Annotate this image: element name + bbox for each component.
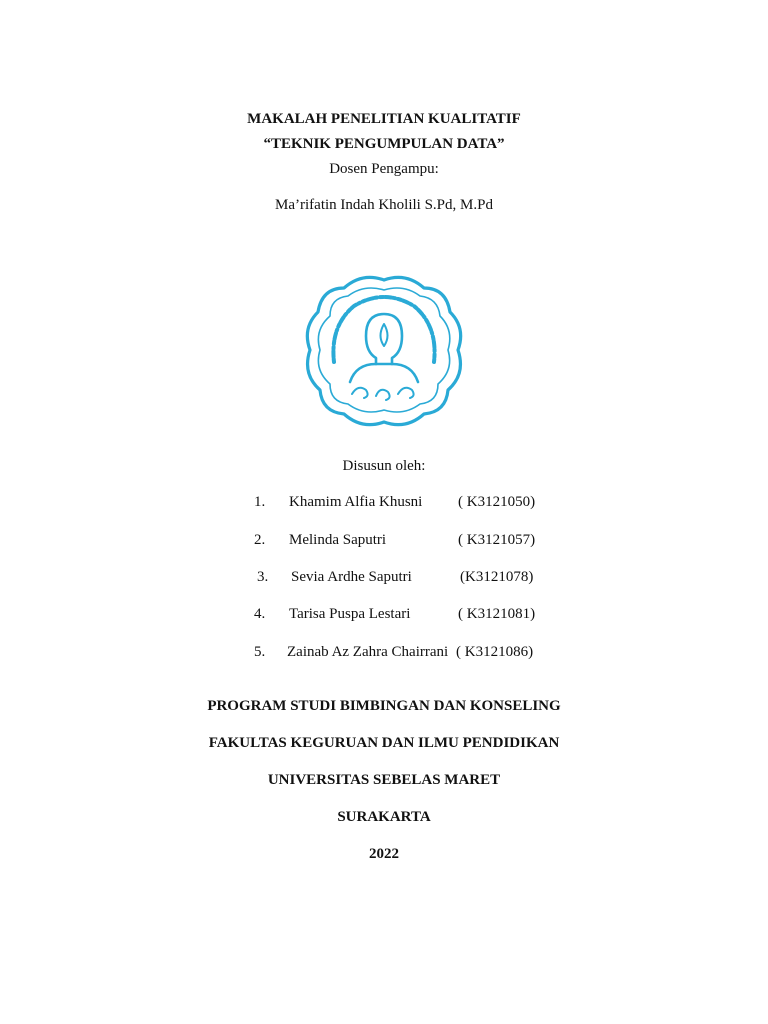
- member-nim: (K3121078): [460, 569, 534, 585]
- university-logo: [300, 266, 468, 434]
- member-row: [0, 644, 768, 664]
- member-nim: ( K3121086): [456, 644, 534, 660]
- lecturer-name: Ma’rifatin Indah Kholili S.Pd, M.Pd: [275, 197, 493, 213]
- member-number: 5.: [254, 644, 266, 660]
- authors-label: Disusun oleh:: [342, 458, 426, 474]
- city-name: SURAKARTA: [337, 809, 431, 825]
- member-number: 2.: [254, 532, 266, 548]
- program-name: PROGRAM STUDI BIMBINGAN DAN KONSELING: [207, 698, 561, 714]
- lecturer-label: Dosen Pengampu:: [329, 161, 439, 177]
- member-name: Tarisa Puspa Lestari: [289, 606, 411, 622]
- member-row: [0, 532, 768, 552]
- member-name: Zainab Az Zahra Chairrani: [287, 644, 449, 660]
- member-name: Khamim Alfia Khusni: [289, 494, 423, 510]
- member-nim: ( K3121057): [458, 532, 536, 548]
- title-line-1: MAKALAH PENELITIAN KUALITATIF: [247, 111, 521, 127]
- title-line-2: “TEKNIK PENGUMPULAN DATA”: [263, 136, 505, 152]
- member-number: 1.: [254, 494, 266, 510]
- member-nim: ( K3121050): [458, 494, 536, 510]
- member-nim: ( K3121081): [458, 606, 536, 622]
- member-number: 4.: [254, 606, 266, 622]
- member-row: [0, 494, 768, 514]
- logo-motto: mangesthi luhur ambangun negara: [300, 266, 314, 267]
- member-number: 3.: [257, 569, 269, 585]
- member-row: [0, 606, 768, 626]
- faculty-name: FAKULTAS KEGURUAN DAN ILMU PENDIDIKAN: [208, 735, 560, 751]
- year: 2022: [369, 846, 399, 862]
- member-name: Melinda Saputri: [289, 532, 387, 548]
- university-name: UNIVERSITAS SEBELAS MARET: [267, 772, 501, 788]
- member-name: Sevia Ardhe Saputri: [291, 569, 412, 585]
- member-row: [0, 569, 768, 589]
